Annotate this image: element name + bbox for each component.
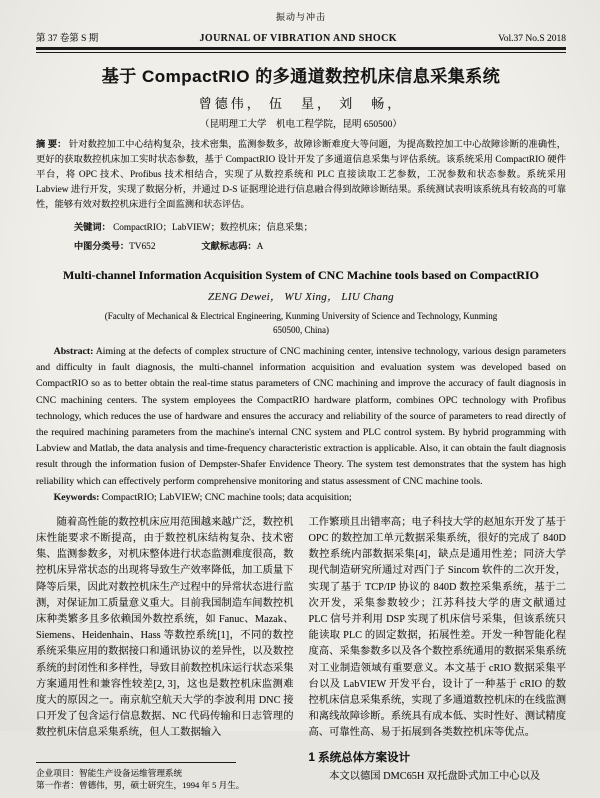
doc-code-label: 文献标志码： [201, 241, 257, 251]
two-column-body [36, 515, 566, 798]
intro-paragraph-right: 工作繁琐且出错率高；电子科技大学的赵旭东开发了基于 OPC 的数控加工单元数据采集系统，很好的完成了 840D 数控系统内部数据采集[4]，缺点是通用性差；同济大学现代制造研究所通过对西门子 Sincom 软件的二次开发，实现了基于 TCP/IP 协议的 840D 数控采集系统，基于二次开发，采集参数较少；江苏科技大学的唐文献通过 PLC 信号并利用 DSP 实现了机床信号采集，但该系统只能读取 PLC 的固定数据，拓展性差。开发一种智能化程度高、采集参数多以及各个数控系统通用的数据采集系统对工业制造领域有重要意义。本文基于 cRIO 数据采集平台以及 LabVIEW 开发平台，设计了一种基于 cRIO 的数控机床信息采集系统，实现了多通道数控机床的在线监测和离线故障诊断。系统具有成本低、实时性好、测试精度高、可靠性高、易于拓展到各类数控机床等优点。 [308, 516, 566, 739]
volume-number: Vol.37 No.S 2018 [498, 34, 566, 44]
journal-name-en: JOURNAL OF VIBRATION AND SHOCK [199, 33, 397, 44]
classification-line [74, 238, 566, 252]
footnote-project: 企业项目：智能生产设备运维管理系统 [36, 767, 183, 778]
right-column [309, 515, 567, 798]
clc-label: 中图分类号： [74, 241, 130, 251]
affiliation-en [36, 309, 566, 337]
abstract-en [36, 344, 566, 490]
abstract-en-text: Aiming at the defects of complex structure of CNC machining center, intensive technology, various design parameters and difficulty in fault diagnosis, the multi-channel information acquisition and evaluation system was developed based on CompactRIO so as to better obtain the real-time status parameters of CNC machining and improve the accuracy of fault diagnosis in CNC machining centers. The system employees the CompactRIO hardware platform, combines OPC technology with Profibus technology, which reduces the use of hardware and ensures the accuracy and reliability of the source of parameters to read directly of the required machining parameters from the machine's internal CNC system and PLC control system. By hybrid programming with Labview and Matlab, the data analysis and time-frequency characteristic extraction is applicable. Also, it can obtain the fault diagnosis result through the information fusion of Dempster-Shafer Envidence Theory. The system test demonstrates that the system has high reliability which can effectively perform comprehensive monitoring and status assessment of CNC machine tools. [36, 346, 566, 487]
section-1-heading: 1 系统总体方案设计 [308, 751, 411, 764]
issue-number: 第 37 卷第 S 期 [36, 34, 99, 44]
affiliation-cn: （昆明理工大学 机电工程学院，昆明 650500） [200, 120, 402, 130]
keywords-en-text: CompactRIO; LabVIEW; CNC machine tools; data acquisition; [101, 491, 352, 503]
paper-title-en: Multi-channel Information Acquisition System of CNC Machine tools based on CompactRIO [62, 268, 539, 282]
keywords-en [36, 492, 566, 503]
intro-paragraph-left: 随着高性能的数控机床应用范围越来越广泛，数控机床性能要求不断提高，由于数控机床结构复杂、技术密集、监测参数多，对机床整体进行状态监测难度很高，数控机床异常状态的出现将导致生产效率降低，加工质量下降等后果，因此对数控机床生产过程中的异常状态进行监测，对保证加工质量意义重大。目前我国制造车间数控机床种类繁多且多依赖国外数控系统，如 Fanuc、Mazak、Siemens、Heidenhain、Hass 等数控系统[1]，不同的数控系统采集应用的数据接口和通讯协议的差异性，以及数控系统的封闭性和多样性，导致目前数控机床运行状态采集方案通用性和兼容性较差[2, 3]，这也是数控机床监测难度大的原因之一。南京航空航天大学的李波利用 DNC 接口开发了包含运行信息数据、NC 代码传输和日志管理的数控机床信息采集系统，但人工数据输入 [36, 516, 294, 739]
keywords-cn-text: CompactRIO；LabVIEW；数控机床；信息采集； [113, 223, 313, 233]
abstract-cn [36, 137, 566, 213]
paper-title-cn: 基于 CompactRIO 的多通道数控机床信息采集系统 [101, 67, 501, 86]
keywords-cn-label: 关键词： [74, 222, 111, 232]
keywords-cn [74, 219, 566, 233]
clc-value: TV652 [129, 242, 156, 252]
authors-en: ZENG Dewei， WU Xing， LIU Chang [208, 291, 394, 303]
keywords-en-label: Keywords: [53, 491, 100, 503]
journal-name-cn: 振动与冲击 [275, 12, 326, 22]
abstract-cn-text: 针对数控加工中心结构复杂，技术密集，监测参数多，故障诊断难度大等问题，为提高数控加工中心故障诊断的准确性，更好的获取数控机床加工实时状态参数，基于 CompactRIO 设计开发了多通道信息采集与评估系统。该系统采用 CompactRIO 硬件平台，将 OPC 技术、Profibus 技术相结合，实现了从数控系统和 PLC 直接读取工艺参数，工况参数和状态参数。系统采用 Labview 进行开发，实现了数据分析，并通过 D-S 证据理论进行信息融合得到故障诊断结果。系统测试表明该系统具有较高的可靠性，能够有效对数控机床进行全面监测和状态评估。 [36, 140, 566, 210]
header-divider [36, 47, 566, 53]
header-row [36, 30, 566, 44]
footnote-first-author: 第一作者：曾德伟，男，硕士研究生，1994 年 5 月生。 [36, 780, 245, 791]
abstract-en-label: Abstract: [53, 346, 94, 357]
authors-cn: 曾德伟， 伍 星， 刘 畅， [198, 96, 404, 111]
footnote-divider [36, 762, 236, 763]
doc-code-value: A [256, 242, 264, 252]
left-column [36, 515, 294, 798]
abstract-cn-label: 摘 要： [36, 139, 67, 149]
affiliation-en-line2: 650500, China) [273, 325, 329, 335]
footnote [36, 762, 294, 798]
affiliation-en-line1: (Faculty of Mechanical & Electrical Engineering, Kunming University of Science and Technology, Kunming [104, 311, 498, 321]
section-1-first-line: 本文以德国 DMC65H 双托盘卧式加工中心以及 [329, 770, 541, 782]
